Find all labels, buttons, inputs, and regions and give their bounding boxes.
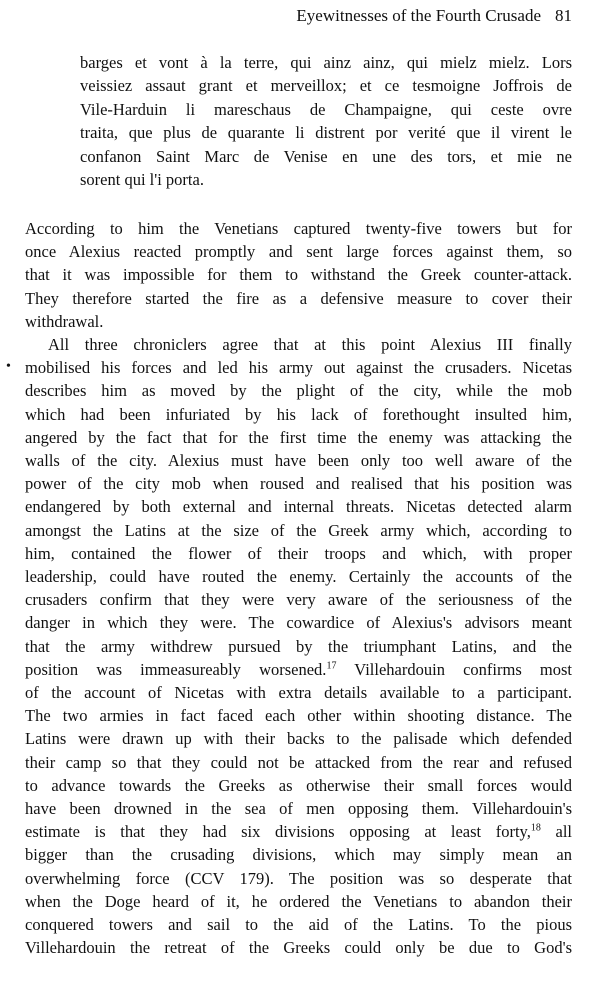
text-line: danger in which they were. The cowardice of Alexius's advisors meant [25, 613, 572, 633]
text-segment: estimate is that they had six divisions opposing at least forty, [25, 822, 531, 842]
text-line: him, contained the flower of their troops and which, with proper [25, 543, 572, 563]
quote-line: confanon Saint Marc de Venise en une des tors, et mie ne [80, 146, 572, 166]
text-line: that it was impossible for them to withstand the Greek counter-attack. [25, 265, 572, 285]
text-line: crusaders confirm that they were very aware of the seriousness of the [25, 590, 572, 610]
footnote-ref-17: 17 [326, 660, 337, 672]
text-line: when the Doge heard of it, he ordered the Venetians to abandon their [25, 891, 572, 911]
running-head-title: Eyewitnesses of the Fourth Crusade [296, 6, 541, 25]
text-line: The two armies in fact faced each other within shooting distance. The [25, 706, 572, 726]
text-segment: all [540, 822, 572, 842]
paragraph [25, 217, 572, 333]
text-line: power of the city mob when roused and realised that his position was [25, 474, 572, 494]
block-quote [80, 51, 572, 191]
text-line: leadership, could have routed the enemy. Certainly the accounts of the [25, 567, 572, 587]
quote-line: sorent qui l'i porta. [80, 170, 204, 190]
text-line: endangered by both external and internal threats. Nicetas detected alarm [25, 497, 572, 517]
text-line: Villehardouin the retreat of the Greeks could only be due to God's [25, 938, 572, 958]
text-line: of the account of Nicetas with extra details available to a participant. [25, 683, 572, 703]
margin-mark: • [6, 359, 11, 374]
quote-line: barges et vont à la terre, qui ainz ainz, qui mielz mielz. Lors [80, 53, 572, 72]
text-line: mobilised his forces and led his army out against the crusaders. Nicetas [25, 358, 572, 378]
text-line: amongst the Latins at the size of the Greek army which, according to [25, 520, 572, 540]
text-segment: Villehardouin confirms most [336, 659, 572, 679]
text-line [25, 820, 572, 843]
text-line: They therefore started the fire as a defensive measure to cover their [25, 288, 572, 308]
text-line: that the army withdrew pursued by the triumphant Latins, and the [25, 636, 572, 656]
text-line: overwhelming force (CCV 179). The position was so desperate that [25, 868, 572, 888]
text-line: conquered towers and sail to the aid of the Latins. To the pious [25, 915, 572, 935]
text-line: angered by the fact that for the first time the enemy was attacking the [25, 427, 572, 447]
paragraph [25, 333, 572, 959]
page-number: 81 [555, 6, 572, 25]
body-text [25, 217, 572, 960]
text-line: Latins were drawn up with their backs to the palisade which defended [25, 729, 572, 749]
text-line: walls of the city. Alexius must have been only too well aware of the [25, 451, 572, 471]
text-line: to advance towards the Greeks as otherwise their small forces would [25, 775, 572, 795]
text-line: bigger than the crusading divisions, which may simply mean an [25, 845, 572, 865]
footnote-ref-18: 18 [530, 822, 541, 834]
quote-line: traita, que plus de quarante li distrent por verité que il virent le [80, 123, 572, 143]
text-line: All three chroniclers agree that at this point Alexius III finally [48, 335, 572, 355]
text-line: describes him as moved by the plight of the city, while the mob [25, 381, 572, 401]
text-line: once Alexius reacted promptly and sent large forces against them, so [25, 242, 572, 262]
text-line: which had been infuriated by his lack of forethought insulted him, [25, 404, 572, 424]
running-head [24, 5, 572, 27]
text-line [25, 658, 572, 681]
text-line: withdrawal. [25, 311, 104, 331]
text-line: According to him the Venetians captured twenty-five towers but for [25, 219, 572, 238]
text-line: have been drowned in the sea of men opposing them. Villehardouin's [25, 799, 572, 819]
quote-line: veissiez assaut grant et merveillox; et ce tesmoigne Joffrois de [80, 76, 572, 96]
quote-line: Vile-Harduin li mareschaus de Champaigne, qui ceste ovre [80, 99, 572, 119]
text-segment: position was immeasureably worsened. [25, 659, 327, 679]
text-line: their camp so that they could not be attacked from the rear and refused [25, 752, 572, 772]
